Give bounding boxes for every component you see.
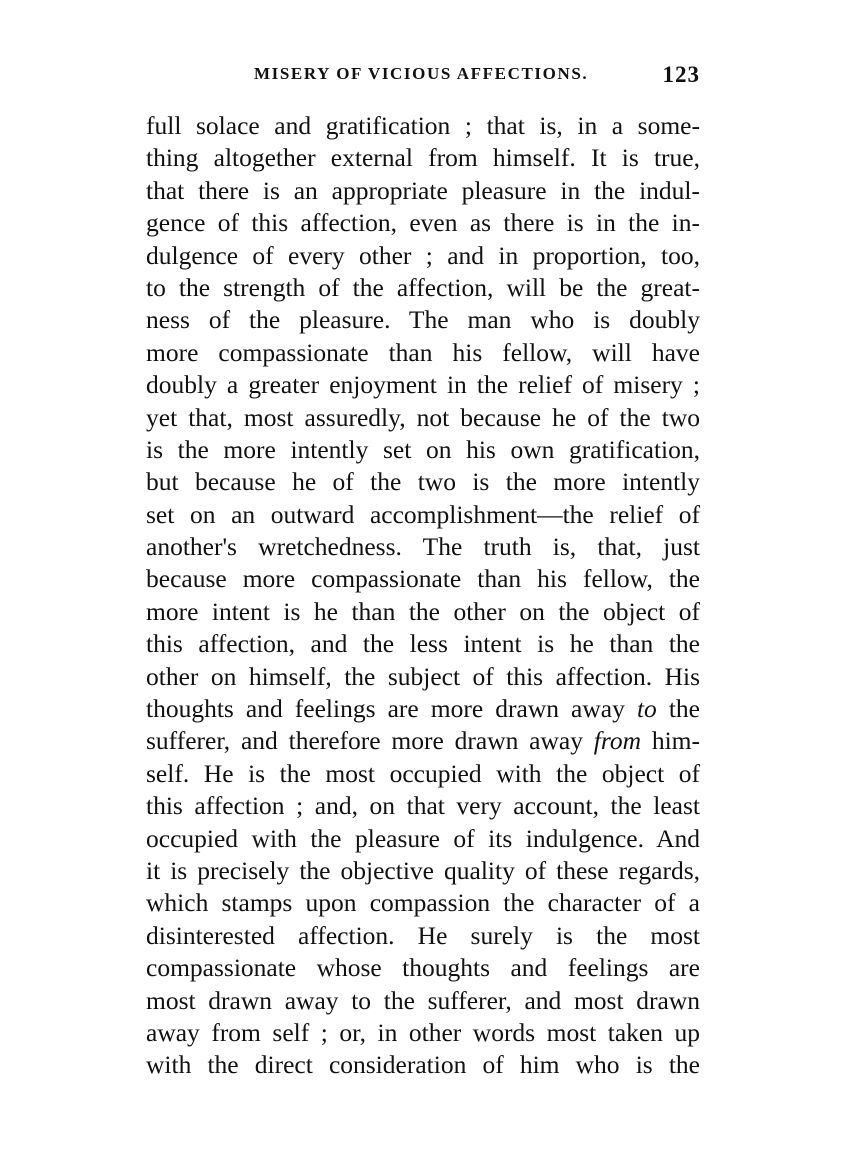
text-line: which stamps upon compassion the character of a — [146, 888, 700, 918]
text-line: is the more intently set on his own gratification, — [146, 434, 700, 464]
text-line: ness of the pleasure. The man who is doubly — [146, 305, 700, 335]
text-line: occupied with the pleasure of its indulgence. And — [146, 823, 700, 853]
italic-word: from — [593, 726, 642, 756]
text-line: away from self ; or, in other words most taken up — [146, 1017, 700, 1047]
text-line: dulgence of every other ; and in proportion, too, — [146, 240, 700, 270]
body-text — [146, 110, 700, 1082]
page-number: 123 — [662, 62, 700, 87]
text-line — [146, 725, 700, 757]
text-run: sufferer, and therefore more drawn away — [146, 726, 594, 756]
text-line: thing altogether external from himself. It is true, — [146, 143, 700, 173]
italic-word: to — [636, 694, 657, 724]
running-title: MISERY OF VICIOUS AFFECTIONS. — [254, 64, 589, 83]
text-line: full solace and gratification ; that is, in a some- — [146, 111, 700, 140]
text-run: the — [656, 694, 701, 724]
text-line: that there is an appropriate pleasure in the indul- — [146, 175, 700, 205]
text-run: him- — [641, 726, 700, 756]
text-line: another's wretchedness. The truth is, that, just — [146, 532, 700, 562]
text-line: this affection, and the less intent is he than the — [146, 629, 700, 659]
text-line: more intent is he than the other on the object of — [146, 596, 700, 626]
text-line: but because he of the two is the more intently — [146, 467, 700, 497]
text-line: gence of this affection, even as there is in the in- — [146, 208, 700, 238]
text-line: disinterested affection. He surely is the most — [146, 920, 700, 950]
text-run: thoughts and feelings are more drawn away — [146, 694, 637, 724]
text-line: most drawn away to the sufferer, and most drawn — [146, 985, 700, 1015]
text-line: more compassionate than his fellow, will have — [146, 337, 700, 367]
text-line: because more compassionate than his fellow, the — [146, 564, 700, 594]
text-line: compassionate whose thoughts and feelings are — [146, 953, 700, 983]
text-line: with the direct consideration of him who is the — [146, 1050, 700, 1080]
text-line: doubly a greater enjoyment in the relief of misery ; — [146, 370, 700, 400]
text-line: this affection ; and, on that very account, the least — [146, 791, 700, 821]
text-line: it is precisely the objective quality of these regards, — [146, 855, 700, 885]
text-line: set on an outward accomplishment—the relief of — [146, 499, 700, 529]
text-line: other on himself, the subject of this affection. His — [146, 661, 700, 691]
text-line: yet that, most assuredly, not because he of the two — [146, 402, 700, 432]
text-line: to the strength of the affection, will be the great- — [146, 272, 700, 302]
running-head — [146, 62, 700, 92]
text-line: self. He is the most occupied with the object of — [146, 758, 700, 788]
text-line — [146, 693, 700, 725]
